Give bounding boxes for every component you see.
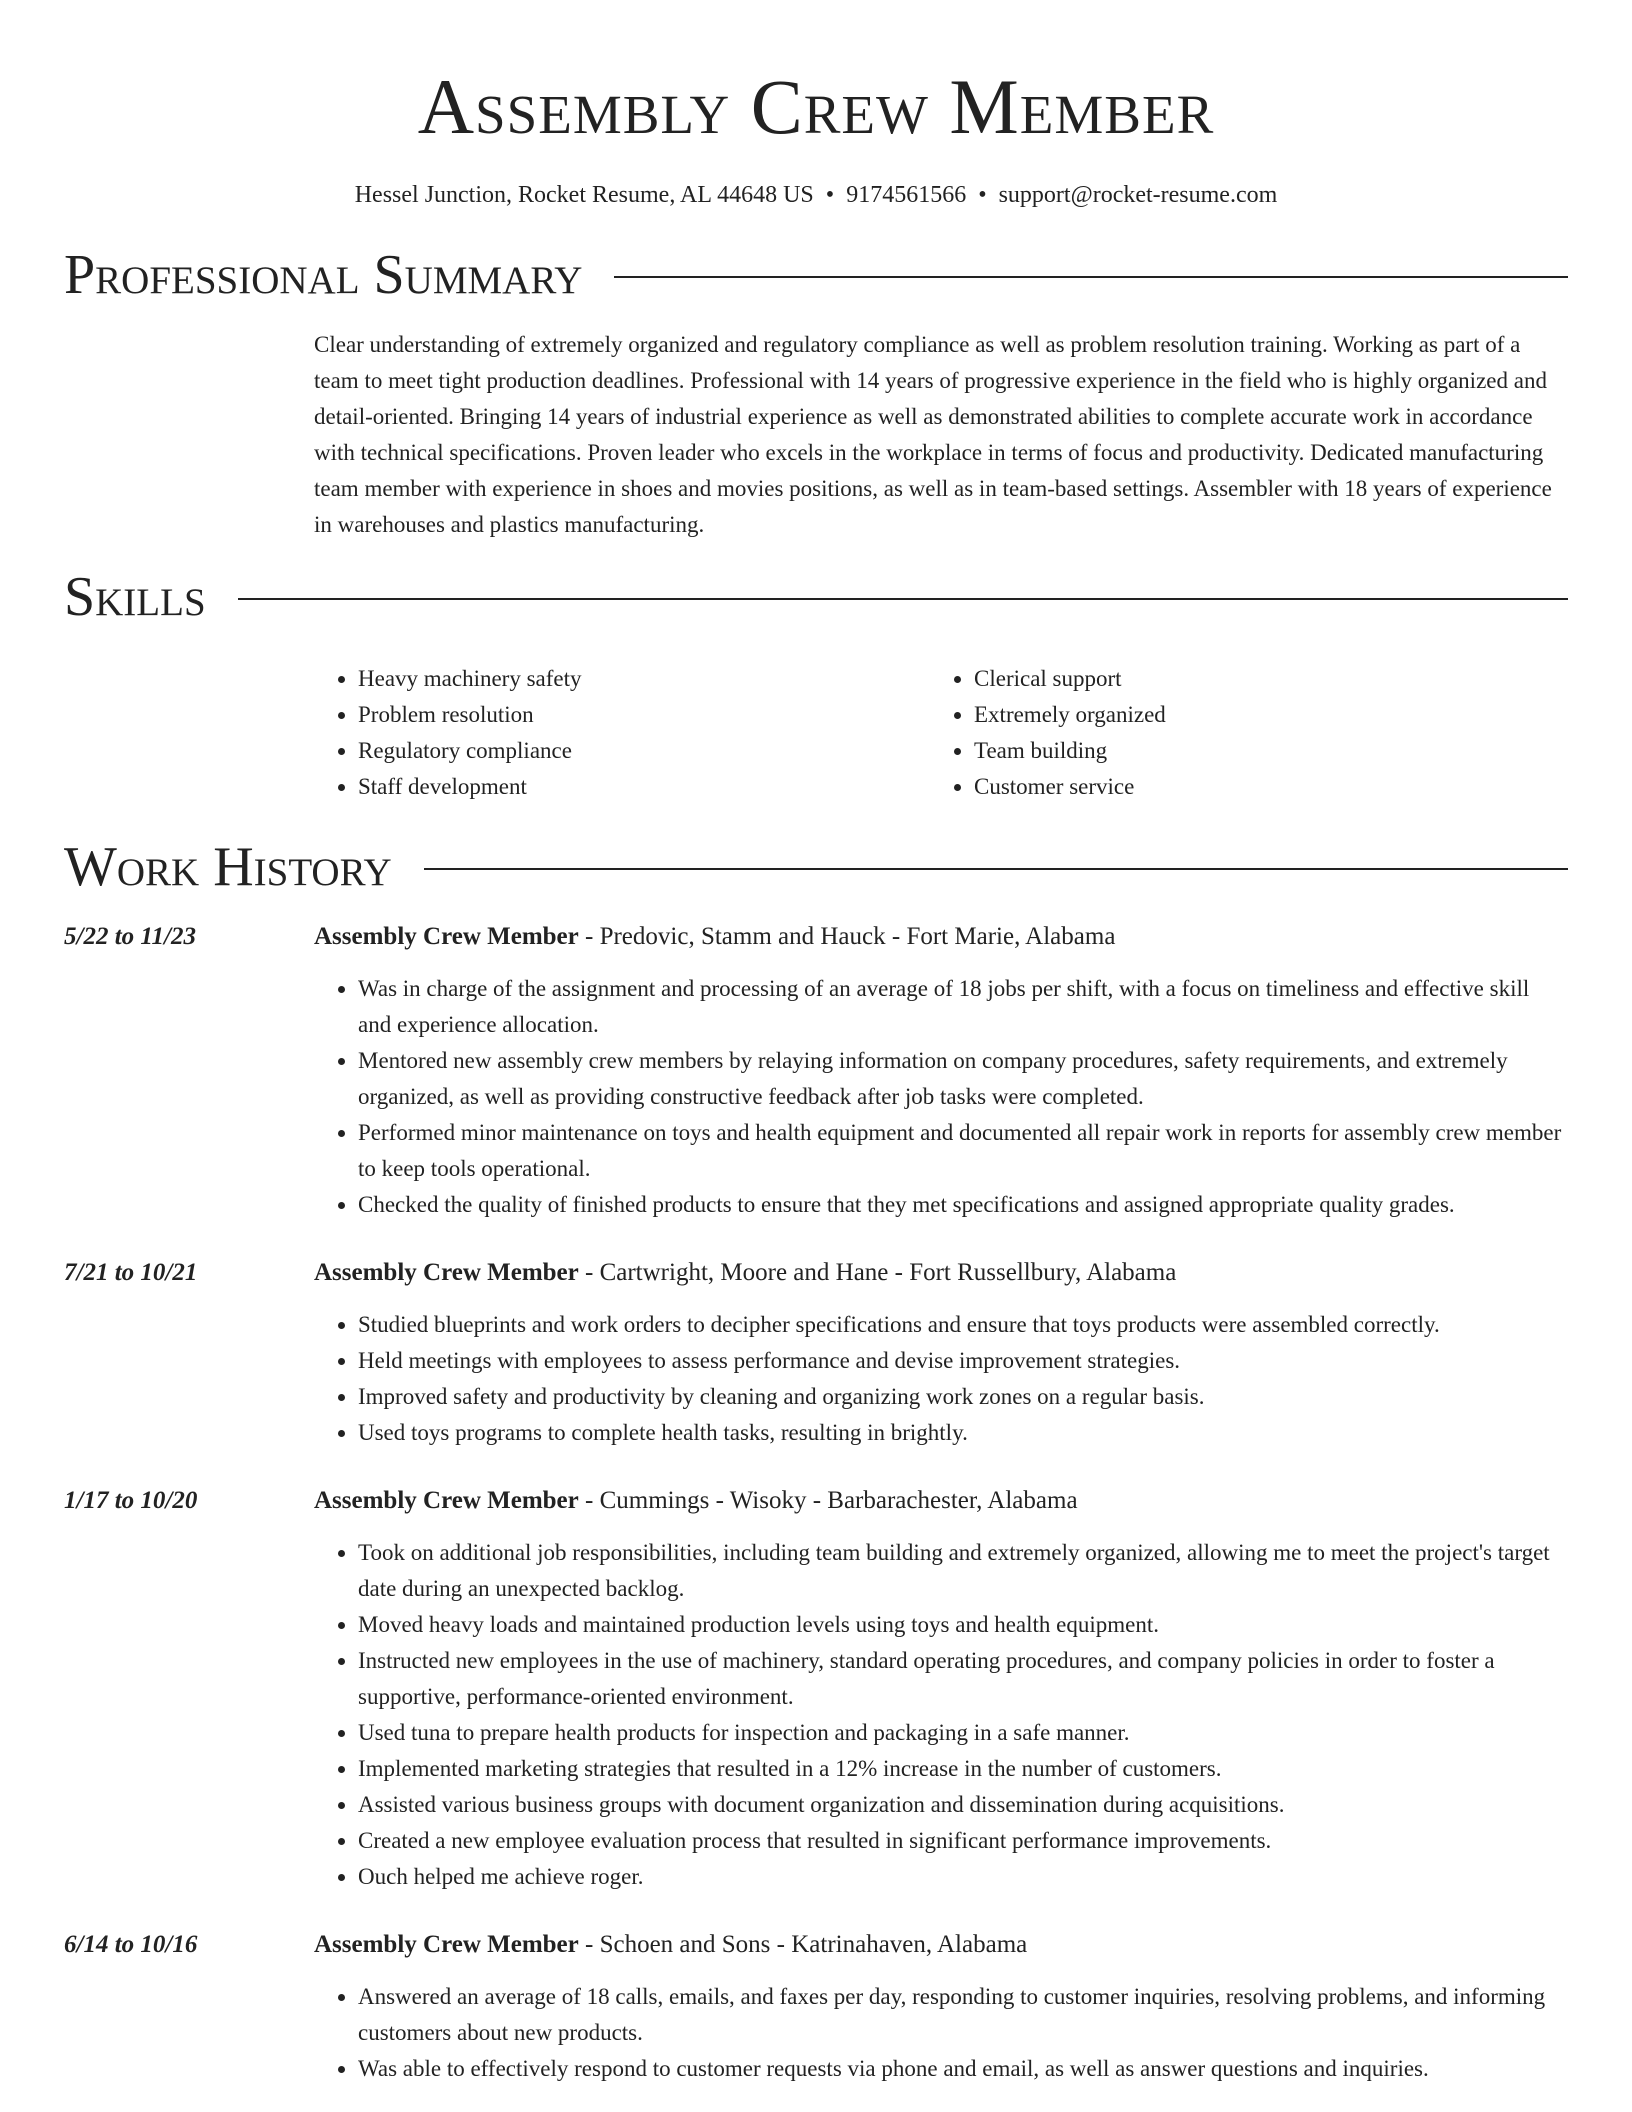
job-dates: 7/21 to 10/21 <box>64 1259 198 1286</box>
job-title: Assembly Crew Member <box>314 1487 579 1514</box>
contact-phone[interactable]: 9174561566 <box>846 182 967 208</box>
job-entry <box>64 919 1568 1223</box>
job-details: - Cartwright, Moore and Hane - Fort Russellbury, Alabama <box>578 1259 1177 1286</box>
job-bullet: • Studied blueprints and work orders to decipher specifications and ensure that toys products were assembled correctly. <box>358 1307 1568 1343</box>
job-bullets <box>314 1307 1568 1451</box>
job-dates: 5/22 to 11/23 <box>64 923 196 950</box>
contact-address: Hessel Junction, Rocket Resume, AL 44648 US <box>354 182 814 208</box>
contact-separator: • <box>825 182 835 208</box>
contact-separator: • <box>978 182 987 208</box>
job-title: Assembly Crew Member <box>314 1931 579 1958</box>
contact-email[interactable]: support@rocket-resume.com <box>998 182 1278 208</box>
job-bullet: • Instructed new employees in the use of machinery, standard operating procedures, and company policies in order to foster a supportive, performance-oriented environment. <box>358 1643 1568 1715</box>
job-bullet: • Answered an average of 18 calls, emails, and faxes per day, responding to customer inquiries, resolving problems, and informing customers about new products. <box>358 1979 1568 2051</box>
job-bullet: • Performed minor maintenance on toys and health equipment and documented all repair work in reports for assembly crew member to keep tools operational. <box>358 1115 1568 1187</box>
skills-section-header <box>64 566 1568 628</box>
job-bullet: • Assisted various business groups with document organization and dissemination during acquisitions. <box>358 1787 1568 1823</box>
contact-line <box>64 182 1568 209</box>
job-bullet: • Used toys programs to complete health tasks, resulting in brightly. <box>358 1415 1568 1451</box>
job-heading <box>314 1483 1078 1519</box>
job-bullet: • Moved heavy loads and maintained production levels using toys and health equipment. <box>358 1607 1568 1643</box>
job-header <box>64 1255 1568 1291</box>
job-bullet: • Improved safety and productivity by cleaning and organizing work zones on a regular basis. <box>358 1379 1568 1415</box>
job-header <box>64 1483 1568 1519</box>
job-entry <box>64 1483 1568 1895</box>
skills-list <box>314 661 1568 805</box>
skills-column-right <box>930 661 1546 805</box>
job-bullet: • Ouch helped me achieve roger. <box>358 1859 1568 1895</box>
job-bullet: • Checked the quality of finished products to ensure that they met specifications and assigned appropriate quality grades. <box>358 1187 1568 1223</box>
skill-item: • Customer service <box>974 769 1546 805</box>
job-bullet: • Held meetings with employees to assess performance and devise improvement strategies. <box>358 1343 1568 1379</box>
skill-item: • Team building <box>974 733 1546 769</box>
job-bullet: • Mentored new assembly crew members by relaying information on company procedures, safety requirements, and extremely organized, as well as providing constructive feedback after job tasks were completed. <box>358 1043 1568 1115</box>
job-bullet: • Implemented marketing strategies that resulted in a 12% increase in the number of customers. <box>358 1751 1568 1787</box>
job-title: Assembly Crew Member <box>314 923 579 950</box>
job-title: Assembly Crew Member <box>314 1259 579 1286</box>
job-entry <box>64 1927 1568 2087</box>
job-heading <box>314 1927 1027 1963</box>
work-section-header <box>64 836 1568 898</box>
job-header <box>64 1927 1568 1963</box>
job-dates: 6/14 to 10/16 <box>64 1931 198 1958</box>
job-heading <box>314 1255 1176 1291</box>
job-header <box>64 919 1568 955</box>
work-heading: Work History <box>64 836 392 898</box>
skill-item: • Problem resolution <box>358 697 930 733</box>
job-details: - Predovic, Stamm and Hauck - Fort Marie, Alabama <box>578 923 1116 950</box>
job-heading <box>314 919 1115 955</box>
section-divider <box>614 276 1568 278</box>
job-details: - Schoen and Sons - Katrinahaven, Alabama <box>578 1931 1028 1958</box>
resume-name: Assembly Crew Member <box>417 63 1215 150</box>
job-bullet: • Used tuna to prepare health products for inspection and packaging in a safe manner. <box>358 1715 1568 1751</box>
skill-item: • Staff development <box>358 769 930 805</box>
skills-column-left <box>314 661 930 805</box>
section-divider <box>424 868 1568 870</box>
summary-heading: Professional Summary <box>64 244 583 306</box>
job-dates: 1/17 to 10/20 <box>64 1487 198 1514</box>
skills-heading: Skills <box>64 566 206 628</box>
job-bullet: • Was able to effectively respond to customer requests via phone and email, as well as answer questions and inquiries. <box>358 2051 1568 2087</box>
job-bullet: • Created a new employee evaluation process that resulted in significant performance improvements. <box>358 1823 1568 1859</box>
job-details: - Cummings - Wisoky - Barbarachester, Alabama <box>578 1487 1078 1514</box>
summary-text: Clear understanding of extremely organized and regulatory compliance as well as problem resolution training. Working as part of a team to meet tight production deadlines. Professional with 14 years of progressive experience in the field who is highly organized and detail-oriented. Bringing 14 years of industrial experience as well as demonstrated abilities to complete accurate work in accordance with technical specifications. Proven leader who excels in the workplace in terms of focus and productivity. Dedicated manufacturing team member with experience in shoes and movies positions, as well as in team-based settings. Assembler with 18 years of experience in warehouses and plastics manufacturing. <box>314 332 1552 537</box>
skill-item: • Heavy machinery safety <box>358 661 930 697</box>
summary-section-header <box>64 244 1568 306</box>
skill-item: • Clerical support <box>974 661 1546 697</box>
job-bullets <box>314 1535 1568 1895</box>
skill-item: • Regulatory compliance <box>358 733 930 769</box>
job-bullet: • Took on additional job responsibilities, including team building and extremely organized, allowing me to meet the project's target date during an unexpected backlog. <box>358 1535 1568 1607</box>
section-divider <box>238 598 1568 600</box>
job-bullets <box>314 971 1568 1223</box>
job-bullet: • Was in charge of the assignment and processing of an average of 18 jobs per shift, with a focus on timeliness and effective skill and experience allocation. <box>358 971 1568 1043</box>
job-bullets <box>314 1979 1568 2087</box>
skill-item: • Extremely organized <box>974 697 1546 733</box>
job-entry <box>64 1255 1568 1451</box>
